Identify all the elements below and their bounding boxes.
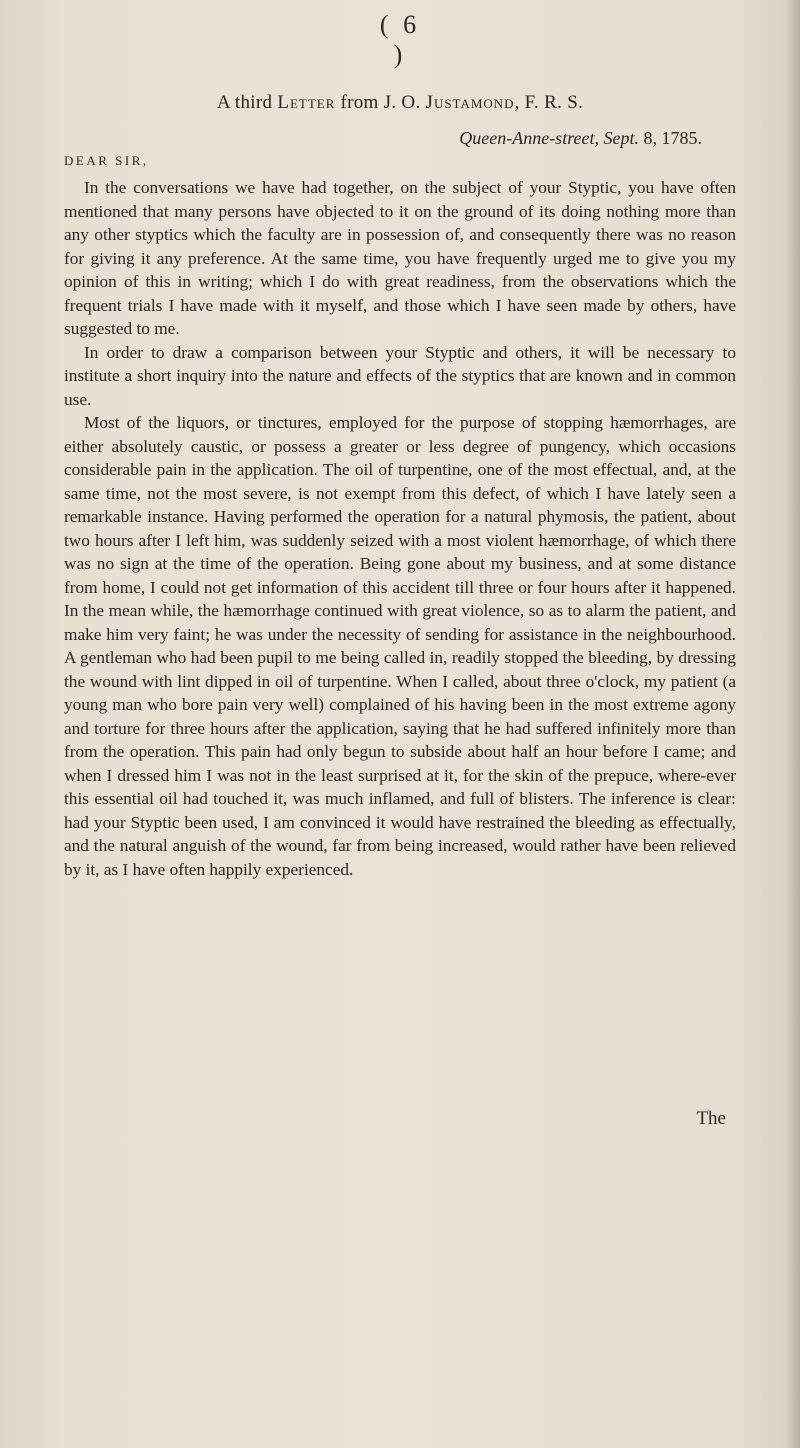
heading-prefix: A third [216, 92, 273, 113]
heading-from: from J. O. [335, 92, 426, 113]
heading-suffix: , F. R. S. [514, 92, 584, 113]
paragraph: In order to draw a comparison between your Styptic and others, it will be necessary to institute a short inquiry into the nature and effects of the styptics that are known and in common use. [64, 342, 736, 409]
dateline [459, 128, 702, 149]
salutation: DEAR SIR, [64, 153, 149, 168]
heading-author: Justamond [425, 92, 515, 113]
paragraph: In the conversations we have had together, on the subject of your Styptic, you have often mentioned that many persons have objected to it on the ground of its doing nothing more than any other styptics which the faculty are in possession of, and consequently there was no reason for giving it any preference. At the same time, you have frequently urged me to give you my opinion of this in writing; which I do with great readiness, from the observations which the frequent trials I have made with it myself, and those which I have seen made by others, have suggested to me. [64, 178, 736, 338]
page-number: ( 6 ) [379, 10, 421, 69]
page-edge-shadow [786, 0, 800, 1448]
dateline-place: Queen-Anne-street, Sept. [459, 128, 639, 148]
heading-letter-word: Letter [277, 92, 336, 113]
letter-body [64, 176, 736, 881]
dateline-date: 8, 1785. [639, 128, 702, 148]
paragraph: Most of the liquors, or tinctures, employed for the purpose of stopping hæmorrhages, are either absolutely caustic, or possess a greater or less degree of pungency, which occasions considerable pain in the application. The oil of turpentine, one of the most effectual, and, at the same time, not the most severe, is not exempt from this defect, of which I have lately seen a remarkable instance. Having performed the operation for a natural phymosis, the patient, about two hours after I left him, was suddenly seized with a most violent hæmorrhage, of which there was no sign at the time of the operation. Being gone about my business, and at some distance from home, I could not get information of this accident till three or four hours after it happened. In the mean while, the hæmorrhage continued with great violence, so as to alarm the patient, and make him very faint; he was under the necessity of sending for assistance in the neighbourhood. A gentleman who had been pupil to me being called in, readily stopped the bleeding, by dressing the wound with lint dipped in oil of turpentine. When I called, about three o'clock, my patient (a young man who bore pain very well) complained of his having been in the most extreme agony and torture for three hours after the application, saying that he had suffered infinitely more than from the operation. This pain had only begun to subside about half an hour before I came; and when I dressed him I was not in the least surprised at it, for the skin of the prepuce, where-ever this essential oil had touched it, was much inflamed, and full of blisters. The inference is clear: had your Styptic been used, I am convinced it would have restrained the bleeding as effectually, and the natural anguish of the wound, far from being increased, would rather have been relieved by it, as I have often happily experienced. [64, 413, 736, 879]
catchword: The [696, 1108, 726, 1129]
letter-heading [0, 92, 800, 114]
